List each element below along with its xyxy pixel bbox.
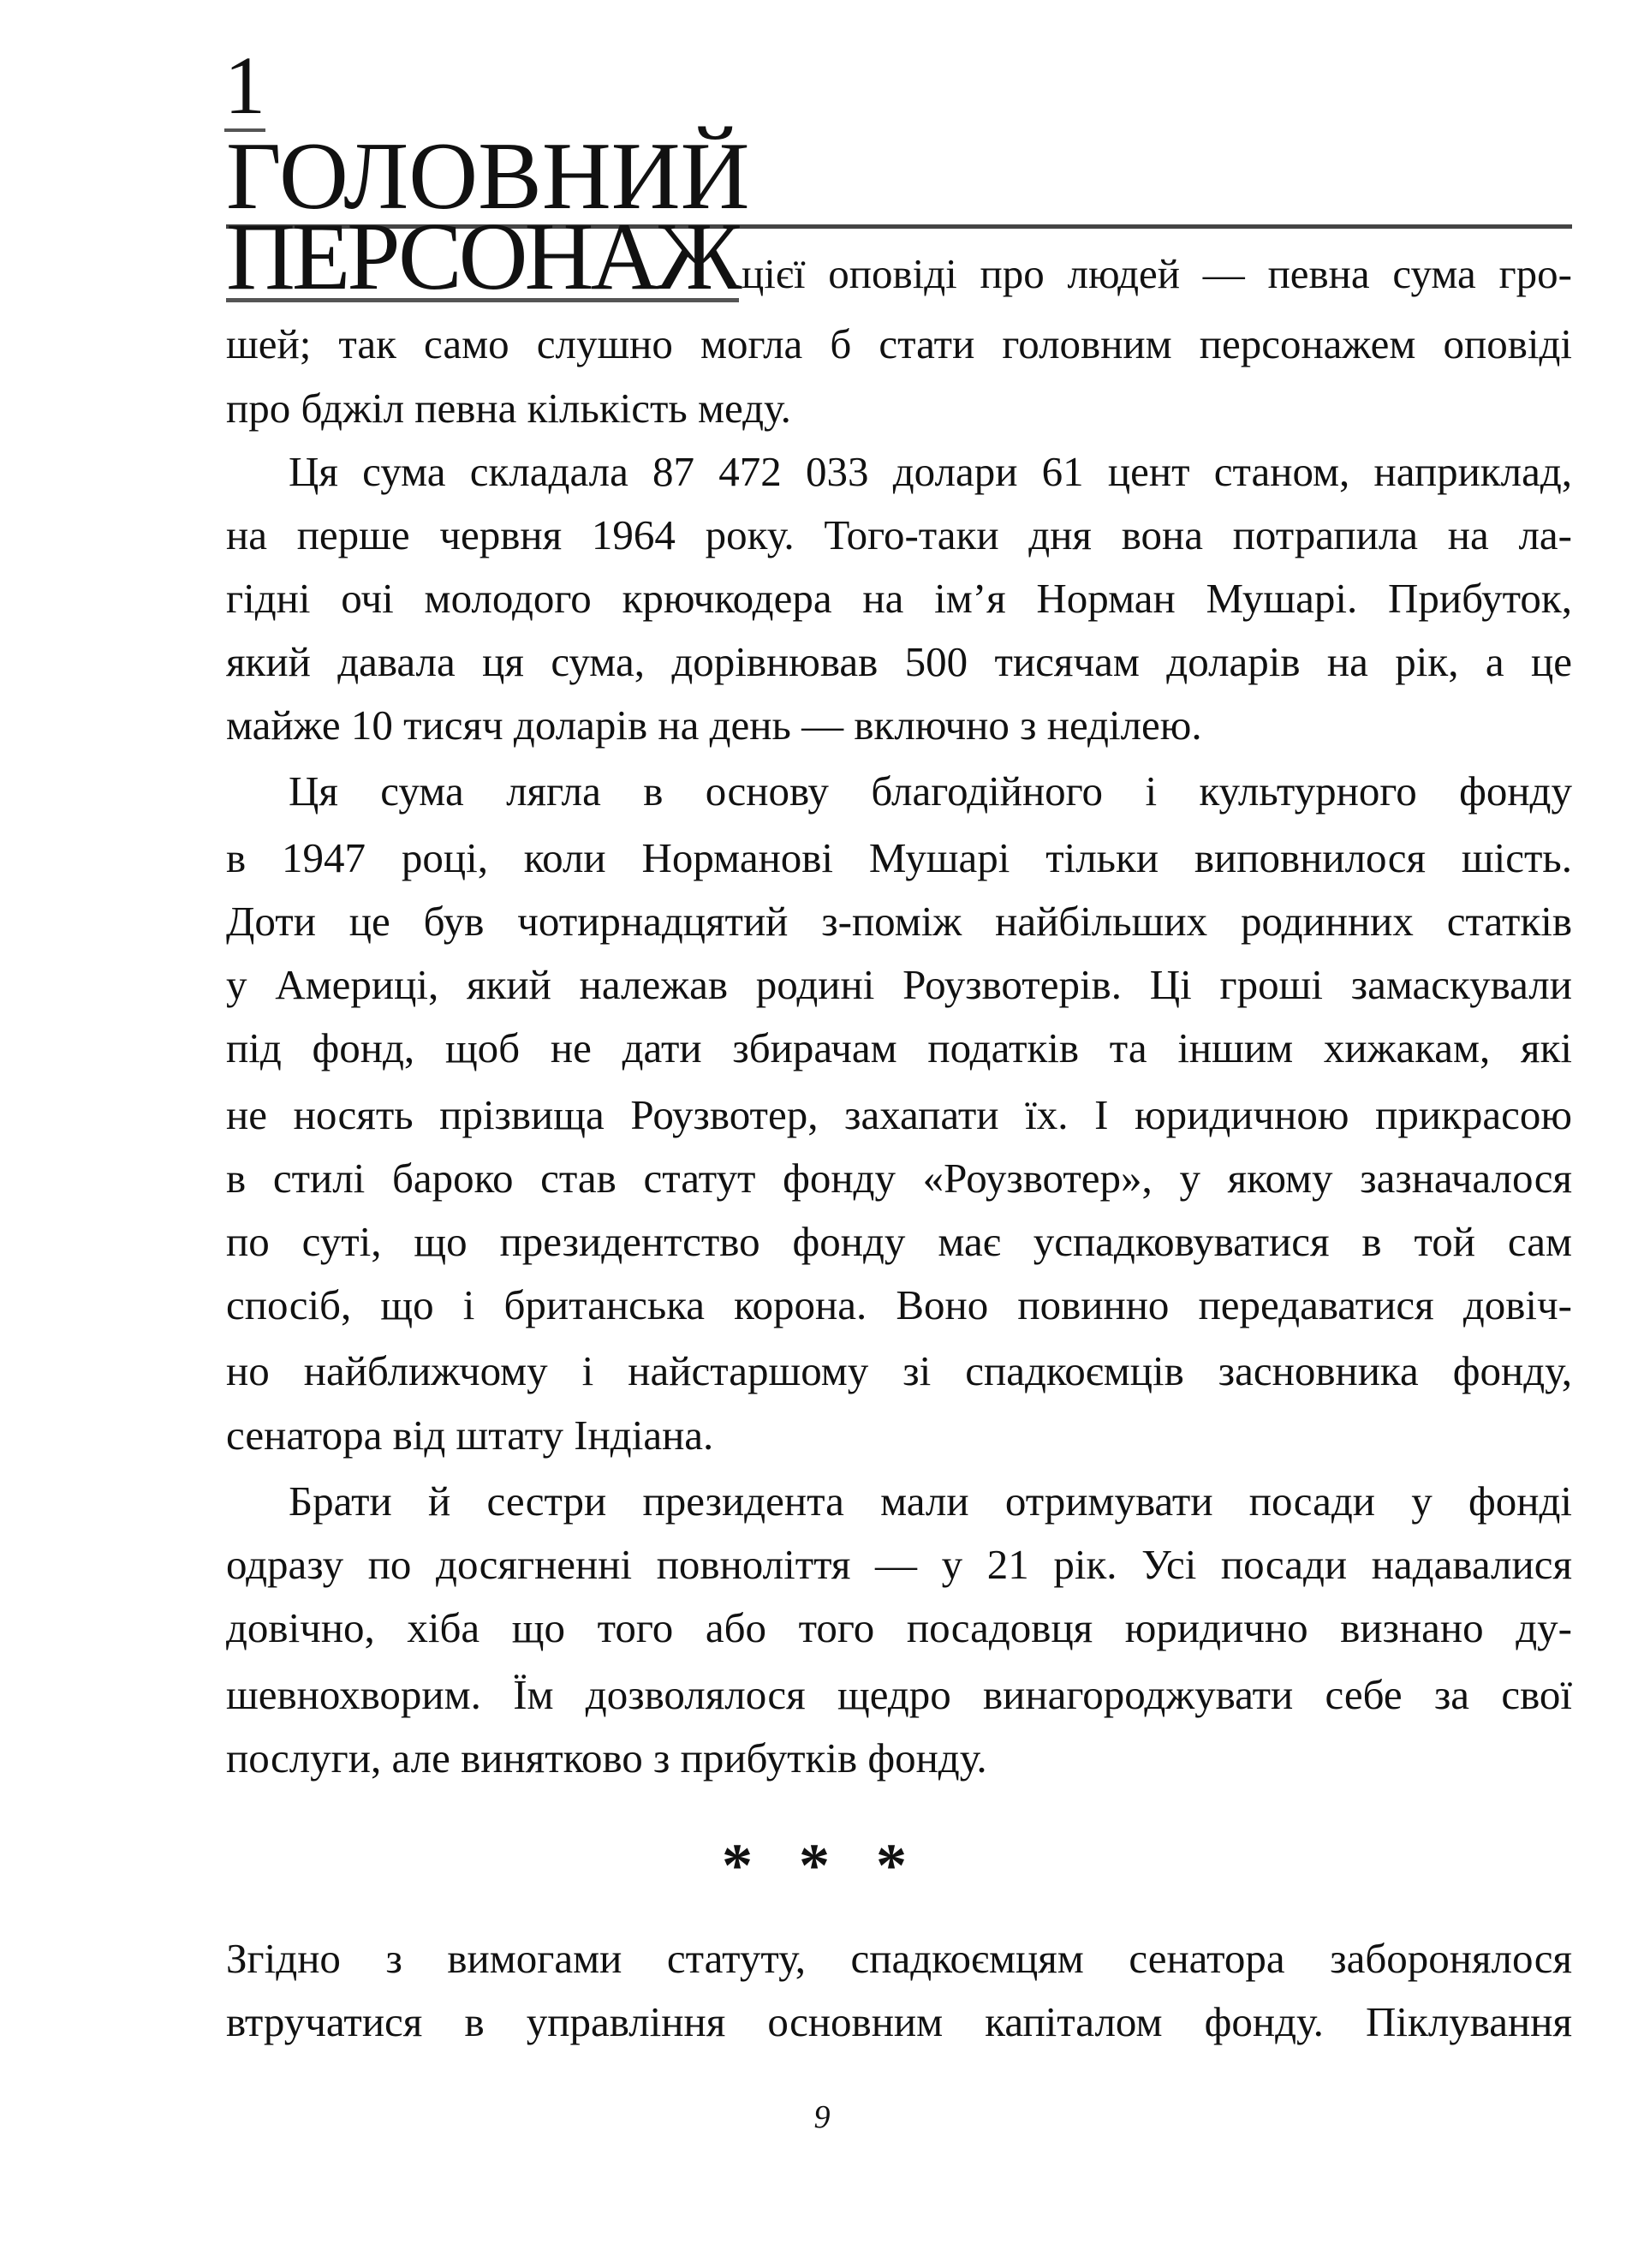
text-line: Згідно з вимогами статуту, спадкоємцям сенатора заборонялося — [226, 1935, 1572, 1982]
text-line: Ця сума лягла в основу благодійного і культурного фонду — [289, 767, 1572, 815]
section-separator: * * * — [722, 1831, 922, 1900]
text-line: втручатися в управління основним капіталом фонду. Піклування — [226, 1998, 1572, 2045]
text-line: під фонд, щоб не дати збирачам податків та іншим хижакам, які — [226, 1024, 1572, 1071]
text-line: у Америці, який належав родині Роузвотерів. Ці гроші замаскували — [226, 961, 1572, 1008]
text-line: довічно, хіба що того або того посадовця юридично визнано ду- — [226, 1604, 1572, 1651]
text-line: в 1947 році, коли Нормановi Мушарі тільки виповнилося шість. — [226, 834, 1572, 881]
text-line: спосіб, що і британська корона. Воно повинно передаватися довіч- — [226, 1281, 1572, 1328]
text-line: майже 10 тисяч доларів на день — включно з неділею. — [226, 701, 1202, 749]
text-line: сенатора від штату Індіана. — [226, 1412, 714, 1459]
text-line: в стилі бароко став статут фонду «Роузвотер», у якому зазначалося — [226, 1155, 1572, 1202]
text-line: шевнохворим. Їм дозволялося щедро винагороджувати себе за свої — [226, 1671, 1572, 1718]
text-line: Доти це був чотирнадцятий з-поміж найбільших родинних статків — [226, 898, 1572, 945]
text-line: шей; так само слушно могла б стати головним персонажем оповіді — [226, 320, 1572, 367]
text-line: цієї оповіді про людей — певна сума гро- — [742, 250, 1572, 297]
text-line: по суті, що президентство фонду має успадковуватися в той сам — [226, 1218, 1572, 1265]
chapter-title-line-2: ПЕРСОНАЖ — [226, 204, 739, 310]
text-line: не носять прізвища Роузвотер, захапати їх. І юридичною прикрасою — [226, 1091, 1572, 1138]
text-line: гідні очі молодого крючкодера на ім’я Норман Мушарі. Прибуток, — [226, 575, 1572, 622]
chapter-title-line-1: ГОЛОВНИЙ — [226, 128, 1572, 229]
text-line: послуги, але винятково з прибутків фонду. — [226, 1734, 987, 1782]
chapter-number: 1 — [224, 39, 265, 131]
page-number: 9 — [813, 2099, 831, 2135]
text-line: одразу по досягненні повноліття — у 21 рік. Усі посади надавалися — [226, 1541, 1572, 1588]
text-line: Ця сума складала 87 472 033 долари 61 цент станом, наприклад, — [289, 448, 1572, 495]
text-line: на перше червня 1964 року. Того-таки дня вона потрапила на ла- — [226, 511, 1572, 558]
text-line: но найближчому і найстаршому зі спадкоємців засновника фонду, — [226, 1347, 1572, 1394]
text-line: який давала ця сума, дорівнював 500 тисячам доларів на рік, а це — [226, 638, 1572, 685]
text-line: Брати й сестри президента мали отримувати посади у фонді — [289, 1477, 1572, 1525]
text-line: про бджіл певна кількість меду. — [226, 385, 791, 432]
